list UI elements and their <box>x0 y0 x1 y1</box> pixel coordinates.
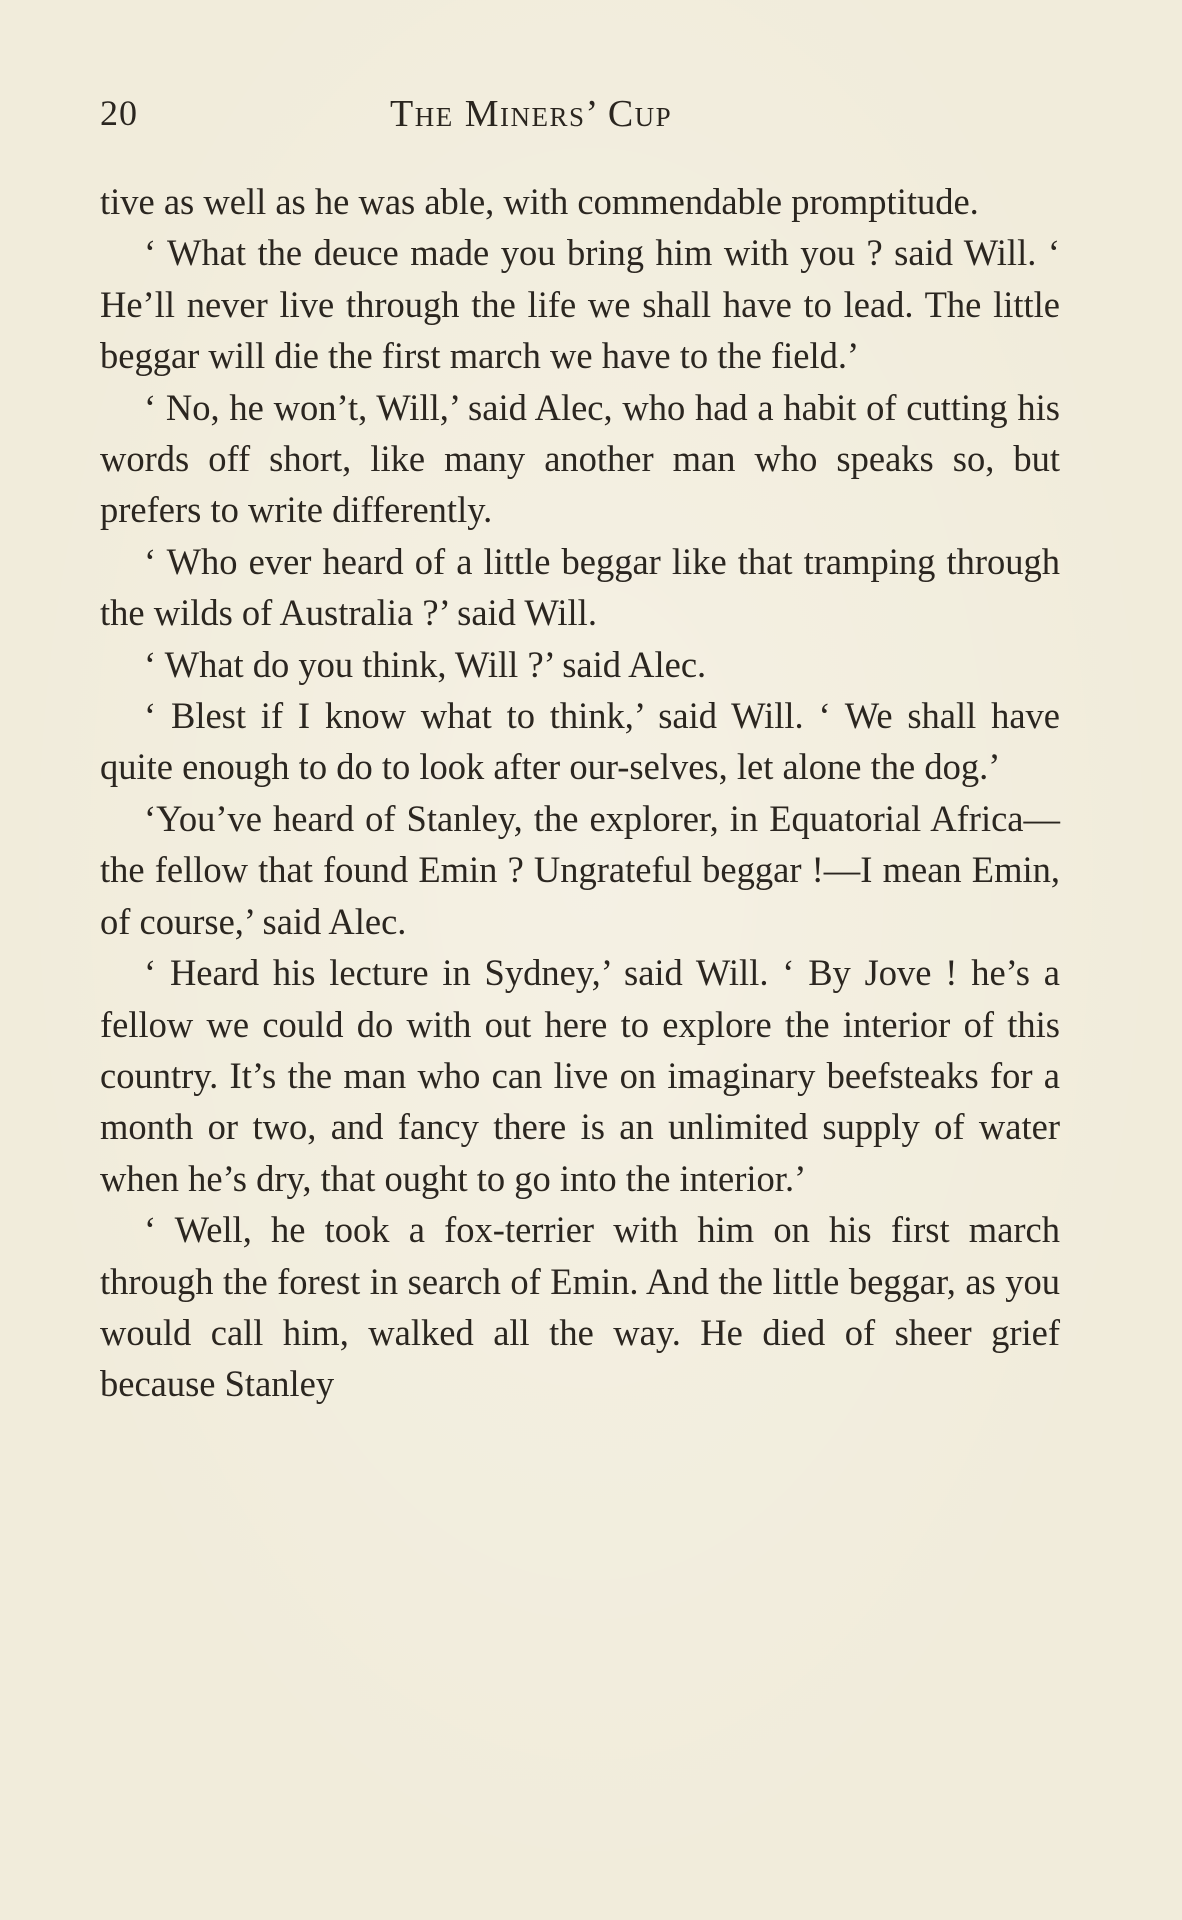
running-title: The Miners’ Cup <box>390 93 673 135</box>
running-head <box>100 92 1070 142</box>
body-text <box>100 176 1060 1410</box>
paragraph: ‘You’ve heard of Stanley, the explorer, in Equatorial Africa—the fellow that found Emin ? Ungrateful beggar !—I mean Emin, of course,’ said Alec. <box>100 797 1060 942</box>
paragraph: ‘ Blest if I know what to think,’ said Will. ‘ We shall have quite enough to do to look after our-selves, let alone the dog.’ <box>100 695 1060 788</box>
paragraph: ‘ Well, he took a fox-terrier with him on his first march through the forest in search of Emin. And the little beggar, as you would call him, walked all the way. He died of sheer grief because Stanley <box>100 1209 1060 1405</box>
paragraph: ‘ No, he won’t, Will,’ said Alec, who had a habit of cutting his words off short, like many another man who speaks so, but prefers to write differently. <box>100 386 1060 531</box>
paragraph: tive as well as he was able, with commendable promptitude. <box>100 181 979 222</box>
paragraph: ‘ What do you think, Will ?’ said Alec. <box>144 643 707 685</box>
paragraph: ‘ Who ever heard of a little beggar like that tramping through the wilds of Australia ?’ said Will. <box>100 540 1060 634</box>
page-number: 20 <box>100 93 138 133</box>
paragraph: ‘ What the deuce made you bring him with you ? said Will. ‘ He’ll never live through the life we shall have to lead. The little beggar will die the first march we have to the field.’ <box>100 232 1060 377</box>
paragraph: ‘ Heard his lecture in Sydney,’ said Will. ‘ By Jove ! he’s a fellow we could do with out here to explore the interior of this country. It’s the man who can live on imaginary beefsteaks for a month or two, and fancy there is an unlimited supply of water when he’s dry, that ought to go into the interior.’ <box>100 952 1060 1199</box>
